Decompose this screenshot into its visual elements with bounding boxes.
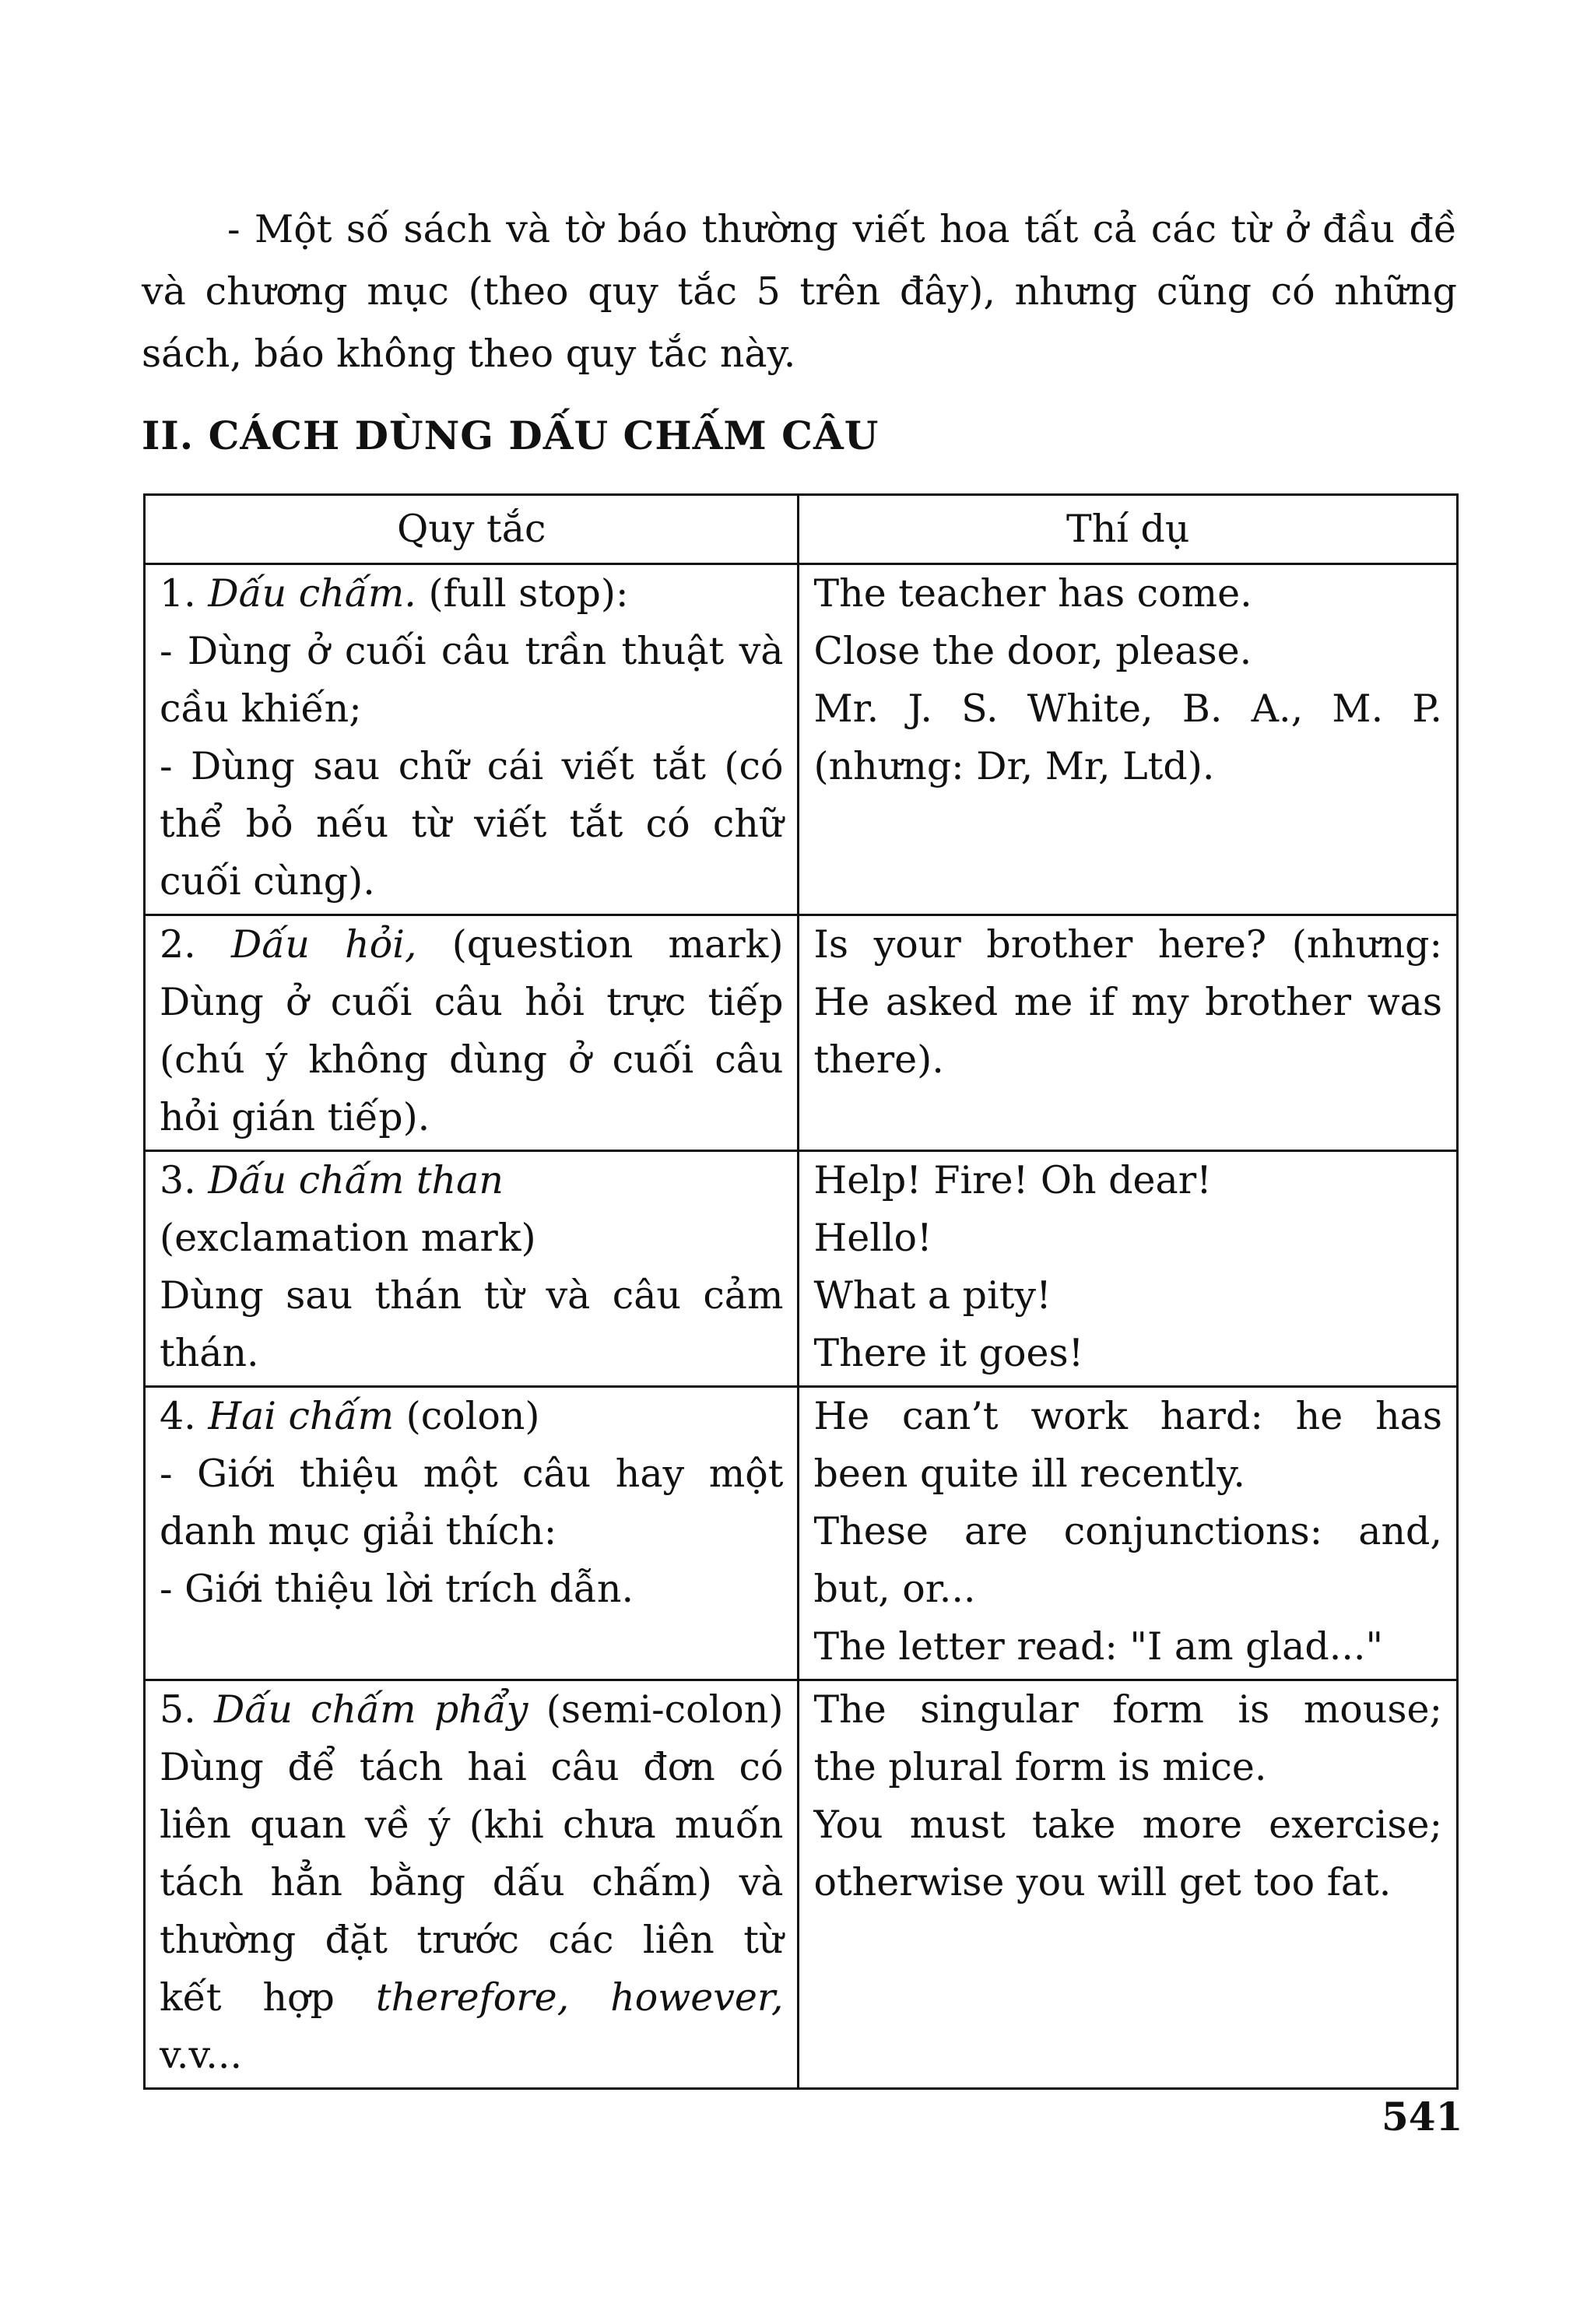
example-line: (nhưng: Dr, Mr, Ltd). [813,744,1215,788]
example-line: otherwise you will get too fat. [813,1860,1392,1904]
table-row [145,1680,1458,2089]
example-line: there). [813,1037,944,1082]
example-line: He can’t work hard: he has [813,1394,1442,1438]
rule-line: thể bỏ nếu từ viết tắt có chữ [160,802,784,846]
rule-number: 1. [160,571,196,616]
example-line: but, or... [813,1567,976,1611]
rule-name: Dấu chấm. [208,571,416,616]
example-line: been quite ill recently. [813,1452,1245,1496]
punctuation-table [143,493,1459,2090]
rule-cell [145,915,799,1151]
rule-number: 5. [160,1687,196,1732]
example-line: Hello! [813,1216,932,1260]
intro-line: - Một số sách và tờ báo thường viết hoa tất cả các từ ở đầu đề [227,207,1457,251]
rule-name: Dấu chấm than [208,1158,504,1202]
example-line: The singular form is mouse; [813,1687,1442,1732]
rule-line: cuối cùng). [160,859,375,904]
rule-line: - Giới thiệu lời trích dẫn. [160,1567,634,1611]
rule-number: 4. [160,1394,196,1438]
example-line: He asked me if my brother was [813,980,1442,1024]
rule-line: (exclamation mark) [160,1216,536,1260]
rule-number: 3. [160,1158,196,1202]
intro-line: sách, báo không theo quy tắc này. [142,332,796,376]
example-cell [799,1151,1458,1387]
section-heading: II. CÁCH DÙNG DẤU CHẤM CÂU [142,412,880,458]
rule-line: hỏi gián tiếp). [160,1095,430,1139]
rule-name: Dấu hỏi, [231,922,417,967]
example-line: What a pity! [813,1273,1052,1318]
rule-cell [145,1387,799,1680]
rule-term: (full stop): [428,571,629,616]
intro-line: và chương mục (theo quy tắc 5 trên đây), nhưng cũng có những [142,269,1457,314]
example-line: The teacher has come. [813,571,1252,616]
rule-line: Dùng ở cuối câu hỏi trực tiếp [160,980,784,1024]
rule-line: v.v... [160,2033,243,2077]
column-header-example: Thí dụ [799,495,1458,564]
rule-name: Hai chấm [208,1394,395,1438]
rule-line: (chú ý không dùng ở cuối câu [160,1037,784,1082]
example-line: Close the door, please. [813,629,1252,673]
rule-term: (semi-colon) [546,1687,784,1732]
example-line: Is your brother here? (nhưng: [813,922,1442,967]
rule-line: thường đặt trước các liên từ [160,1918,784,1962]
rule-line: cầu khiến; [160,686,362,731]
rule-cell [145,1151,799,1387]
example-line: Mr. J. S. White, B. A., M. P. [813,686,1442,731]
rule-line: - Dùng ở cuối câu trần thuật và [160,629,784,673]
page-number: 541 [1382,2094,1463,2140]
rule-line: Dùng để tách hai câu đơn có [160,1745,784,1789]
rule-line: Dùng sau thán từ và câu cảm [160,1273,784,1318]
intro-paragraph [142,198,1457,385]
rule-number: 2. [160,922,196,967]
rule-term: (colon) [406,1394,540,1438]
table-row [145,915,1458,1151]
rule-cell [145,564,799,915]
table-row [145,1387,1458,1680]
rule-line: danh mục giải thích: [160,1509,557,1553]
example-line: The letter read: "I am glad..." [813,1624,1384,1669]
table-row [145,564,1458,915]
example-cell [799,1387,1458,1680]
example-line: These are conjunctions: and, [813,1509,1442,1553]
rule-cell [145,1680,799,2089]
column-header-rule: Quy tắc [145,495,799,564]
rule-line: kết hợp [160,1975,335,2020]
example-line: There it goes! [813,1331,1084,1375]
rule-line: tách hẳn bằng dấu chấm) và [160,1860,784,1904]
example-cell [799,1680,1458,2089]
table-header-row [145,495,1458,564]
rule-line: - Dùng sau chữ cái viết tắt (có [160,744,784,788]
example-line: You must take more exercise; [813,1803,1442,1847]
rule-line: liên quan về ý (khi chưa muốn [160,1803,784,1847]
example-cell [799,564,1458,915]
rule-name: Dấu chấm phẩy [214,1687,528,1732]
example-cell [799,915,1458,1151]
example-line: Help! Fire! Oh dear! [813,1158,1212,1202]
rule-term-italic: therefore, however, [375,1975,784,2020]
table-row [145,1151,1458,1387]
rule-term: (question mark) [451,922,784,967]
rule-line: thán. [160,1331,259,1375]
example-line: the plural form is mice. [813,1745,1267,1789]
rule-line: - Giới thiệu một câu hay một [160,1452,784,1496]
